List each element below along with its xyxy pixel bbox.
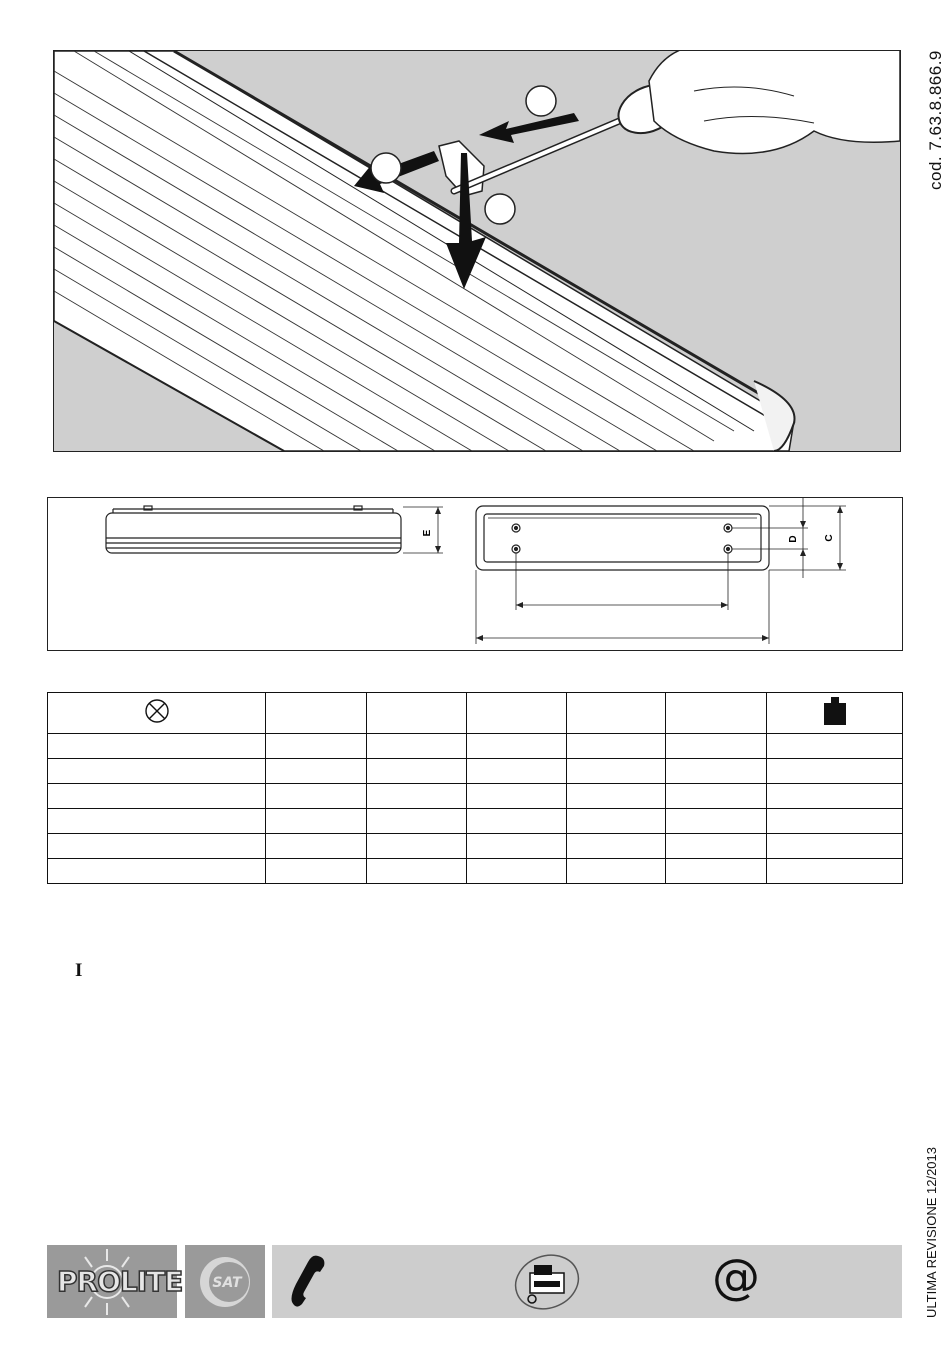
table-row bbox=[48, 834, 903, 859]
top-view bbox=[476, 498, 846, 644]
fixture-drawing bbox=[54, 51, 900, 451]
contact-bar bbox=[272, 1245, 902, 1318]
spec-table bbox=[47, 692, 903, 884]
document-code: cod. 7.63.8.866.9 bbox=[926, 50, 945, 190]
sat-emblem bbox=[185, 1245, 265, 1318]
step-marker-2 bbox=[371, 153, 401, 183]
table-row bbox=[48, 859, 903, 884]
header-cell bbox=[567, 693, 666, 734]
installation-illustration bbox=[53, 50, 901, 452]
header-cell-lamp bbox=[48, 693, 266, 734]
table-header-row bbox=[48, 693, 903, 734]
lamp-icon bbox=[143, 697, 171, 725]
footer-bar bbox=[47, 1245, 902, 1318]
weight-icon bbox=[822, 695, 848, 727]
header-cell bbox=[666, 693, 767, 734]
dim-label-d: D bbox=[788, 535, 799, 543]
sat-logo bbox=[185, 1245, 265, 1318]
phone-icon bbox=[290, 1252, 330, 1312]
email-icon: @ bbox=[712, 1249, 760, 1305]
hand-drawing bbox=[649, 51, 900, 154]
header-cell-weight bbox=[767, 693, 903, 734]
table-row bbox=[48, 734, 903, 759]
revision-date: ULTIMA REVISIONE 12/2013 bbox=[924, 1147, 939, 1318]
dimension-svg bbox=[48, 498, 902, 650]
step-marker-1 bbox=[526, 86, 556, 116]
dimension-drawing bbox=[47, 497, 903, 651]
sat-wordmark: SAT bbox=[212, 1275, 242, 1291]
step-marker-3 bbox=[485, 194, 515, 224]
fax-icon bbox=[512, 1251, 582, 1313]
prolite-wordmark: PROLITE bbox=[57, 1265, 183, 1298]
side-view bbox=[106, 506, 443, 553]
header-cell bbox=[266, 693, 367, 734]
prolite-logo bbox=[47, 1245, 183, 1318]
header-cell bbox=[367, 693, 467, 734]
table-row bbox=[48, 809, 903, 834]
dim-label-c: C bbox=[824, 534, 835, 542]
header-cell bbox=[467, 693, 567, 734]
table-row bbox=[48, 784, 903, 809]
dim-label-e: E bbox=[422, 529, 433, 537]
section-letter: I bbox=[75, 960, 83, 981]
table-row bbox=[48, 759, 903, 784]
arrow-step-1 bbox=[479, 113, 579, 143]
